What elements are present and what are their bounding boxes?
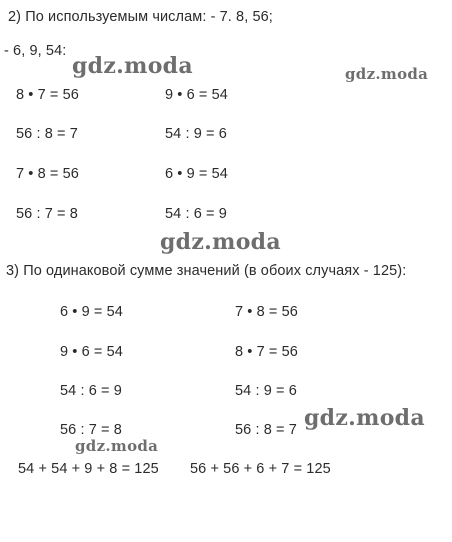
task3-left-eq-1: 6 • 9 = 54 (60, 304, 123, 320)
task2-left-eq-1: 8 • 7 = 56 (16, 87, 79, 103)
task2-right-eq-3: 6 • 9 = 54 (165, 166, 228, 182)
task3-left-eq-2: 9 • 6 = 54 (60, 344, 123, 360)
watermark-logo: gdz.moda (345, 65, 429, 83)
task2-right-eq-1: 9 • 6 = 54 (165, 87, 228, 103)
task2-left-eq-4: 56 : 7 = 8 (16, 206, 78, 222)
task3-left-eq-4: 56 : 7 = 8 (60, 422, 122, 438)
task2-heading: 2) По используемым числам: - 7. 8, 56; (8, 9, 273, 25)
task2-right-eq-2: 54 : 9 = 6 (165, 126, 227, 142)
task3-right-eq-1: 7 • 8 = 56 (235, 304, 298, 320)
task2-subheading: - 6, 9, 54: (4, 43, 67, 59)
watermark-logo: gdz.moda (160, 229, 281, 255)
task3-heading: 3) По одинаковой сумме значений (в обоих случаях - 125): (6, 263, 407, 279)
task2-left-eq-3: 7 • 8 = 56 (16, 166, 79, 182)
task2-right-eq-4: 54 : 6 = 9 (165, 206, 227, 222)
task3-sum-right: 56 + 56 + 6 + 7 = 125 (190, 461, 331, 477)
task3-sum-left: 54 + 54 + 9 + 8 = 125 (18, 461, 159, 477)
task2-left-eq-2: 56 : 8 = 7 (16, 126, 78, 142)
task3-right-eq-2: 8 • 7 = 56 (235, 344, 298, 360)
task3-right-eq-4: 56 : 8 = 7 (235, 422, 297, 438)
task3-left-eq-3: 54 : 6 = 9 (60, 383, 122, 399)
task3-right-eq-3: 54 : 9 = 6 (235, 383, 297, 399)
watermark-logo: gdz.moda (304, 405, 425, 431)
watermark-logo: gdz.moda (75, 437, 159, 455)
watermark-logo: gdz.moda (72, 53, 193, 79)
